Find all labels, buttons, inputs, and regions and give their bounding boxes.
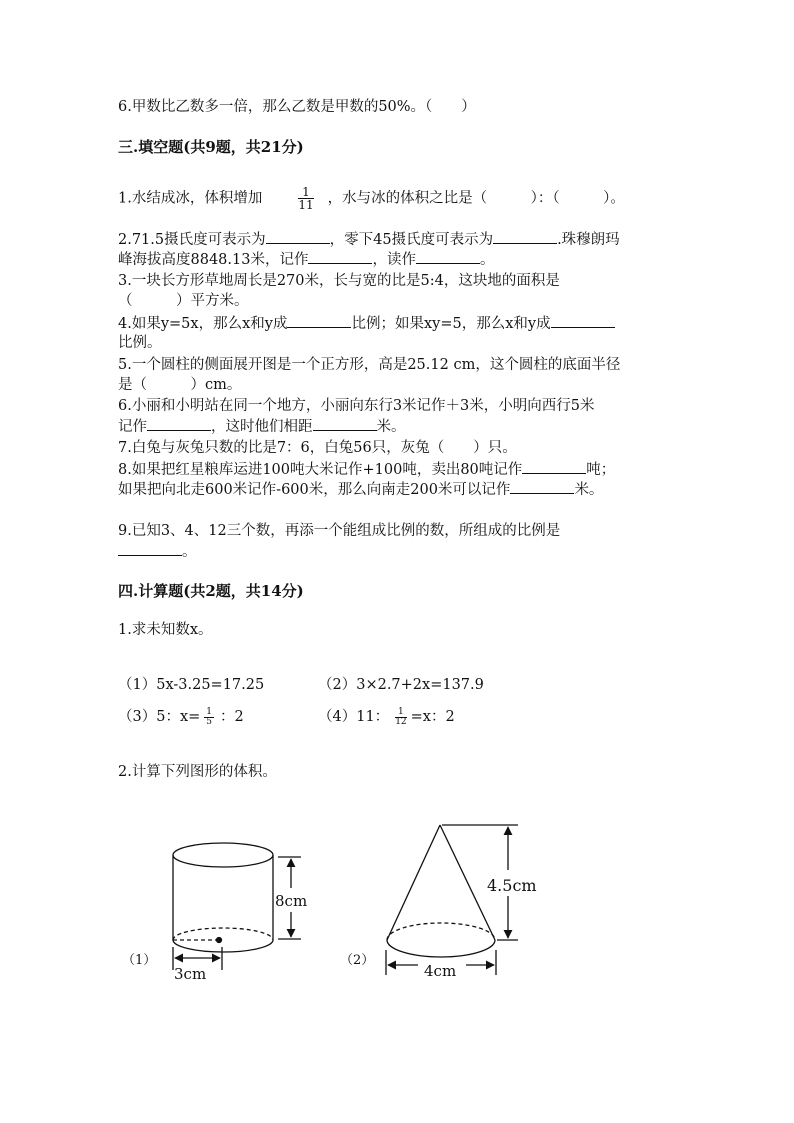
cone-height-label: 4.5cm <box>487 876 537 895</box>
answer-blank[interactable] <box>493 229 557 244</box>
fill-question-6-line2: 记作 ，这时他们相距 米。 <box>118 416 406 437</box>
answer-blank[interactable] <box>510 479 574 494</box>
fill-q1-fraction: $\frac{1}{11}$ <box>298 185 314 212</box>
equation-4: （4）11： $\frac{1}{12}$ =x：2 <box>318 706 455 727</box>
fill-question-4-line2: 比例。 <box>118 335 162 351</box>
cylinder-height-label: 8cm <box>275 892 308 910</box>
cylinder-figure <box>173 843 301 970</box>
answer-blank[interactable] <box>147 416 211 431</box>
answer-blank[interactable] <box>118 541 182 556</box>
answer-blank[interactable] <box>266 229 330 244</box>
equation-3: （3）5：x= $\frac{1}{5}$ ：2 <box>118 706 244 727</box>
cone-figure <box>386 825 518 975</box>
fill-question-5-line2: 是（ ）cm。 <box>118 377 242 393</box>
fill-question-9-line1: 9.已知3、4、12三个数，再添一个能组成比例的数，所组成的比例是 <box>118 523 561 539</box>
calc-question-2-title: 2.计算下列图形的体积。 <box>118 764 277 780</box>
fill-question-6-line1: 6.小丽和小明站在同一个地方，小丽向东行3米记作＋3米，小明向西行5米 <box>118 398 595 414</box>
fill-question-2-line2: 峰海拔高度8848.13米，记作 ，读作 。 <box>118 249 494 270</box>
fill-question-1 <box>118 186 625 211</box>
fill-question-2-line1: 2.71.5摄氏度可表示为 ，零下45摄氏度可表示为 .珠穆朗玛 <box>118 229 620 250</box>
fill-q1-pre: 1.水结成冰，体积增加 <box>118 190 263 207</box>
fill-q1-post: ，水与冰的体积之比是（ ）：（ ）。 <box>327 190 625 207</box>
fill-question-8-line2: 如果把向北走600米记作-600米，那么向南走200米可以记作 米。 <box>118 479 603 500</box>
equation-3-fraction: $\frac{1}{5}$ <box>206 706 213 727</box>
equation-4-fraction: $\frac{1}{12}$ <box>395 706 407 727</box>
answer-blank[interactable] <box>551 313 615 328</box>
cylinder-radius-label: 3cm <box>174 965 207 983</box>
answer-blank[interactable] <box>308 249 372 264</box>
answer-blank[interactable] <box>313 416 377 431</box>
section-4-title: 四.计算题(共2题，共14分) <box>118 582 304 600</box>
answer-blank[interactable] <box>287 313 351 328</box>
equation-1: （1）5x-3.25=17.25 <box>118 677 265 693</box>
section-3-title: 三.填空题(共9题，共21分) <box>118 138 304 156</box>
fill-question-7: 7.白兔与灰兔只数的比是7：6，白兔56只，灰兔（ ）只。 <box>118 440 517 456</box>
fill-question-4-line1: 4.如果y=5x，那么x和y成 比例；如果xy=5，那么x和y成 <box>118 313 615 334</box>
calc-question-1-title: 1.求未知数x。 <box>118 622 213 638</box>
fill-question-3-line2: （ ）平方米。 <box>118 293 249 309</box>
fill-question-5-line1: 5.一个圆柱的侧面展开图是一个正方形，高是25.12 cm，这个圆柱的底面半径 <box>118 357 621 373</box>
fill-question-8-line1: 8.如果把红星粮库运进100吨大米记作+100吨，卖出80吨记作 吨； <box>118 459 615 480</box>
figure-2-label: （2） <box>340 953 375 968</box>
answer-blank[interactable] <box>522 459 586 474</box>
judge-question-6: 6.甲数比乙数多一倍，那么乙数是甲数的50%。（ ） <box>118 99 476 115</box>
equation-2: （2）3×2.7+2x=137.9 <box>318 677 484 693</box>
answer-blank[interactable] <box>416 249 480 264</box>
figure-1-label: （1） <box>122 953 157 968</box>
fill-question-3-line1: 3.一块长方形草地周长是270米，长与宽的比是5:4，这块地的面积是 <box>118 273 560 289</box>
cone-diameter-label: 4cm <box>424 962 457 980</box>
fill-question-9-line2: 。 <box>118 541 197 562</box>
